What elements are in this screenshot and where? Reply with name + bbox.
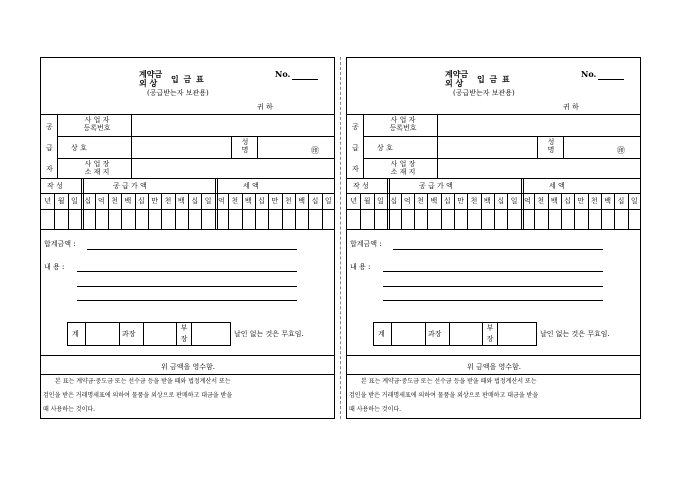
subtitle: (공급받는자 보관용) xyxy=(453,89,515,97)
supply-col-header: 십 xyxy=(137,197,145,205)
supply-col-header: 천 xyxy=(111,197,118,205)
content-line-2 xyxy=(383,286,603,287)
total-line xyxy=(87,249,297,250)
content-line-3 xyxy=(77,300,297,301)
tax-col-header: 만 xyxy=(271,197,279,205)
tax-col-header: 백 xyxy=(550,197,558,205)
subtitle: (공급받는자 보관용) xyxy=(147,89,209,97)
company-label: 상 호 xyxy=(71,144,87,152)
date-col-header: 월 xyxy=(57,197,65,205)
tax-col-header: 억 xyxy=(524,197,531,205)
note-line-1: 본 표는 계약금·중도금 또는 선수금 등을 받을 때와 법정계산서 또는 xyxy=(361,378,537,385)
recipient-label: 귀 하 xyxy=(563,103,579,111)
content-line-1 xyxy=(77,271,297,272)
tax-col-header: 천 xyxy=(231,197,239,205)
note-line-3: 때 사용하는 것이다. xyxy=(349,406,402,413)
no-line xyxy=(292,79,318,80)
approval-director: 부 장 xyxy=(486,324,494,343)
header-supply-amount: 공 급 가 액 xyxy=(113,182,147,190)
seal-icon: ㊞ xyxy=(617,146,625,155)
supplier-side-1: 공 xyxy=(352,123,359,131)
supply-col-header: 십 xyxy=(84,197,92,205)
supply-col-header: 일 xyxy=(204,197,212,205)
title-credit: 외 상 xyxy=(139,78,158,88)
supply-col-header: 만 xyxy=(151,197,158,205)
tax-col-header: 천 xyxy=(537,197,545,205)
supplier-side-3: 자 xyxy=(352,165,359,173)
content-label: 내 용 : xyxy=(350,263,371,271)
tax-col-header: 일 xyxy=(324,197,332,205)
note-line-2: 검인을 받은 거래명세표에 의하여 물품을 외상으로 판매하고 대금을 받을 xyxy=(349,392,539,399)
tax-col-header: 십 xyxy=(311,197,319,205)
title-receipt: 입 금 표 xyxy=(477,74,511,84)
tax-col-header: 일 xyxy=(630,197,638,205)
no-label: No. xyxy=(275,69,291,79)
validity-note: 날인 없는 것은 무효임. xyxy=(540,330,610,338)
supply-col-header: 일 xyxy=(510,197,518,205)
title-credit: 외 상 xyxy=(445,78,464,88)
supply-col-header: 십 xyxy=(443,197,451,205)
seal-icon: ㊞ xyxy=(311,146,319,155)
total-label: 합계금액 : xyxy=(350,240,382,248)
supply-col-header: 천 xyxy=(470,197,478,205)
supply-col-header: 십 xyxy=(390,197,398,205)
approval-box xyxy=(373,322,537,346)
content-label: 내 용 : xyxy=(44,263,65,271)
approval-staff: 계 xyxy=(378,330,385,338)
date-col-header: 일 xyxy=(377,197,384,205)
supply-col-header: 백 xyxy=(430,197,438,205)
reg-no-label: 사 업 자 등록번호 xyxy=(389,116,417,132)
header-tax: 세 액 xyxy=(243,182,259,190)
header-tax: 세 액 xyxy=(549,182,565,190)
supply-col-header: 만 xyxy=(457,197,464,205)
note-line-1: 본 표는 계약금·중도금 또는 선수금 등을 받을 때와 법정계산서 또는 xyxy=(55,378,231,385)
date-col-header: 일 xyxy=(71,197,78,205)
tax-col-header: 천 xyxy=(284,197,292,205)
approval-box xyxy=(67,322,231,346)
no-line xyxy=(598,79,624,80)
recipient-label: 귀 하 xyxy=(257,103,273,111)
supply-col-header: 억 xyxy=(403,197,411,205)
receipt-text: 위 금액을 영수함. xyxy=(466,363,521,371)
header-date: 작 성 xyxy=(353,182,369,190)
receipt-slip-left xyxy=(40,57,335,419)
approval-manager: 과장 xyxy=(428,330,442,338)
header-date: 작 성 xyxy=(47,182,63,190)
receipt-text: 위 금액을 영수함. xyxy=(160,363,215,371)
supply-col-header: 백 xyxy=(483,197,491,205)
content-line-2 xyxy=(77,286,297,287)
header-supply-amount: 공 급 가 액 xyxy=(419,182,453,190)
tax-col-header: 십 xyxy=(617,197,625,205)
supply-col-header: 천 xyxy=(164,197,172,205)
approval-staff: 계 xyxy=(72,330,79,338)
receipt-slip-right xyxy=(346,57,641,419)
address-label: 사 업 장 소 재 지 xyxy=(84,160,110,176)
supply-col-header: 십 xyxy=(191,197,199,205)
supply-col-header: 천 xyxy=(417,197,424,205)
date-col-header: 년 xyxy=(44,197,52,205)
note-line-2: 검인을 받은 거래명세표에 의하여 물품을 외상으로 판매하고 대금을 받을 xyxy=(43,392,233,399)
name-label: 성 명 xyxy=(547,138,555,154)
tax-col-header: 억 xyxy=(218,197,225,205)
title-deposit: 계약금 xyxy=(139,69,163,79)
date-col-header: 월 xyxy=(363,197,371,205)
cut-line xyxy=(340,57,341,419)
total-label: 합계금액 : xyxy=(44,240,76,248)
tax-col-header: 백 xyxy=(604,197,611,205)
name-label: 성 명 xyxy=(241,138,249,154)
title-receipt: 입 금 표 xyxy=(171,74,205,84)
supply-col-header: 백 xyxy=(124,197,132,205)
tax-col-header: 십 xyxy=(564,197,571,205)
supply-col-header: 십 xyxy=(497,197,505,205)
tax-col-header: 십 xyxy=(258,197,265,205)
supply-col-header: 억 xyxy=(97,197,105,205)
address-label: 사 업 장 소 재 지 xyxy=(390,160,416,176)
date-col-header: 년 xyxy=(350,197,358,205)
company-label: 상 호 xyxy=(377,144,393,152)
approval-director: 부 장 xyxy=(180,324,188,343)
tax-col-header: 만 xyxy=(577,197,585,205)
content-line-3 xyxy=(383,300,603,301)
tax-col-header: 천 xyxy=(590,197,598,205)
note-line-3: 때 사용하는 것이다. xyxy=(43,406,96,413)
supplier-side-1: 공 xyxy=(46,123,53,131)
title-deposit: 계약금 xyxy=(445,69,469,79)
tax-col-header: 백 xyxy=(244,197,252,205)
no-label: No. xyxy=(581,69,597,79)
validity-note: 날인 없는 것은 무효임. xyxy=(234,330,304,338)
approval-manager: 과장 xyxy=(122,330,136,338)
total-line xyxy=(393,249,603,250)
reg-no-label: 사 업 자 등록번호 xyxy=(83,116,111,132)
supplier-side-2: 급 xyxy=(46,144,53,152)
content-line-1 xyxy=(383,271,603,272)
supplier-side-2: 급 xyxy=(352,144,359,152)
tax-col-header: 백 xyxy=(298,197,305,205)
supplier-side-3: 자 xyxy=(46,165,53,173)
supply-col-header: 백 xyxy=(177,197,185,205)
